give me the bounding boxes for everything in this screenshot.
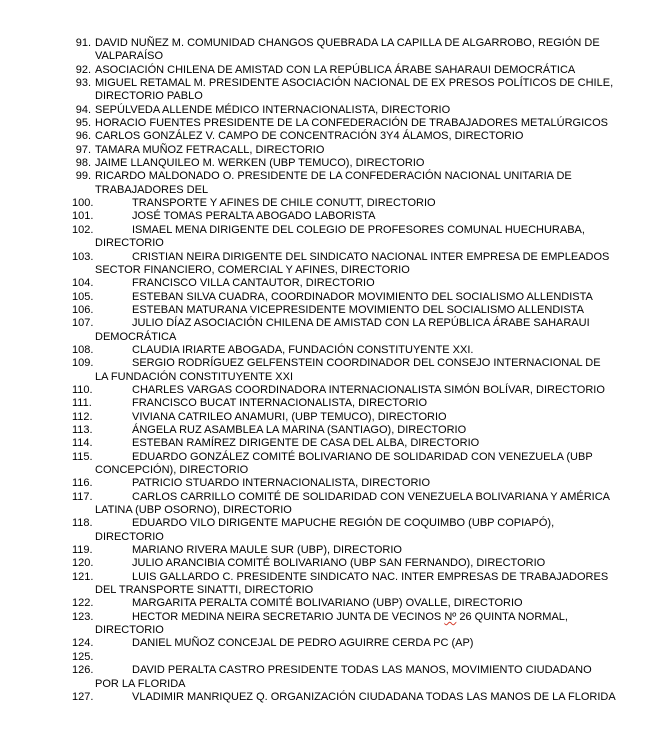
list-item (0, 411, 656, 424)
item-number: 109. (72, 357, 94, 370)
signatory-list (0, 37, 656, 704)
item-text-before: HECTOR MEDINA NEIRA SECRETARIO JUNTA DE VECINOS (132, 610, 445, 623)
item-text: HORACIO FUENTES PRESIDENTE DE LA CONFEDERACIÓN DE TRABAJADORES METALÚRGICOS (95, 117, 609, 130)
item-number: 102. (72, 223, 94, 236)
list-item (0, 517, 656, 544)
list-item (0, 224, 656, 251)
item-text: EDUARDO GONZÁLEZ COMITÉ BOLIVARIANO DE SOLIDARIDAD CON VENEZUELA (UBP CONCEPCIÓN), DIRECTORIO (95, 450, 593, 476)
item-text: ASOCIACIÓN CHILENA DE AMISTAD CON LA REPÚBLICA ÁRABE SAHARAUI DEMOCRÁTICA (95, 63, 576, 76)
item-number: 113. (72, 423, 93, 436)
list-item (0, 130, 656, 143)
item-number: 94. (75, 103, 91, 116)
item-text: DAVID PERALTA CASTRO PRESIDENTE TODAS LAS MANOS, MOVIMIENTO CIUDADANO POR LA FLORIDA (95, 664, 592, 690)
list-item (0, 197, 656, 210)
item-text: JULIO DÍAZ ASOCIACIÓN CHILENA DE AMISTAD CON LA REPÚBLICA ÁRABE SAHARAUI DEMOCRÁTICA (95, 317, 590, 343)
item-number: 127. (72, 690, 94, 703)
item-number: 98. (75, 157, 91, 170)
item-text: VLADIMIR MANRIQUEZ Q. ORGANIZACIÓN CIUDADANA TODAS LAS MANOS DE LA FLORIDA (132, 690, 616, 703)
item-text: ÁNGELA RUZ ASAMBLEA LA MARINA (SANTIAGO), DIRECTORIO (132, 423, 467, 436)
item-number: 108. (72, 343, 94, 356)
item-text: TRANSPORTE Y AFINES DE CHILE CONUTT, DIRECTORIO (132, 197, 436, 210)
item-number: 112. (72, 410, 93, 423)
item-text: MARIANO RIVERA MAULE SUR (UBP), DIRECTORIO (132, 544, 402, 557)
list-item (0, 611, 656, 638)
list-item (0, 304, 656, 317)
list-item (0, 397, 656, 410)
list-item (0, 437, 656, 450)
item-text: VIVIANA CATRILEO ANAMURI, (UBP TEMUCO), DIRECTORIO (132, 410, 447, 423)
list-item (0, 251, 656, 278)
item-number: 105. (72, 290, 94, 303)
item-text: RICARDO MALDONADO O. PRESIDENTE DE LA CONFEDERACIÓN NACIONAL UNITARIA DE TRABAJADORES DEL (95, 170, 572, 196)
item-number: 92. (75, 63, 91, 76)
item-number: 96. (75, 130, 91, 143)
list-item (0, 291, 656, 304)
item-number: 125. (72, 650, 94, 663)
item-number: 126. (72, 664, 94, 677)
list-item (0, 451, 656, 478)
item-number: 104. (72, 277, 94, 290)
item-number: 97. (75, 143, 91, 156)
item-number: 122. (72, 597, 94, 610)
item-text: SEPÚLVEDA ALLENDE MÉDICO INTERNACIONALISTA, DIRECTORIO (95, 103, 451, 116)
item-number: 121. (72, 570, 94, 583)
item-text: CHARLES VARGAS COORDINADORA INTERNACIONALISTA SIMÓN BOLÍVAR, DIRECTORIO (132, 383, 605, 396)
item-text: ESTEBAN SILVA CUADRA, COORDINADOR MOVIMIENTO DEL SOCIALISMO ALLENDISTA (132, 290, 593, 303)
item-text: CARLOS CARRILLO COMITÉ DE SOLIDARIDAD CON VENEZUELA BOLIVARIANA Y AMÉRICA LATINA (UBP OSORNO), DIRECTORIO (95, 490, 610, 517)
item-number: 118. (72, 517, 93, 530)
item-text: JULIO ARANCIBIA COMITÉ BOLIVARIANO (UBP SAN FERNANDO), DIRECTORIO (132, 557, 546, 570)
item-text: MARGARITA PERALTA COMITÉ BOLIVARIANO (UBP) OVALLE, DIRECTORIO (132, 597, 523, 610)
list-item (0, 651, 656, 664)
item-text: PATRICIO STUARDO INTERNACIONALISTA, DIRECTORIO (132, 477, 431, 490)
list-item (0, 491, 656, 518)
item-number: 110. (72, 383, 93, 396)
list-item (0, 117, 656, 130)
list-item (0, 637, 656, 650)
item-text: MIGUEL RETAMAL M. PRESIDENTE ASOCIACIÓN NACIONAL DE EX PRESOS POLÍTICOS DE CHILE, DIRECTORIO PABLO (95, 77, 614, 103)
list-item (0, 557, 656, 570)
item-number: 93. (75, 77, 91, 90)
item-number: 101. (72, 210, 94, 223)
item-number: 124. (72, 637, 94, 650)
item-text: ISMAEL MENA DIRIGENTE DEL COLEGIO DE PROFESORES COMUNAL HUECHURABA, DIRECTORIO (95, 223, 585, 250)
item-text: TAMARA MUÑOZ FETRACALL, DIRECTORIO (95, 143, 325, 156)
list-item (0, 477, 656, 490)
item-text: JOSÉ TOMAS PERALTA ABOGADO LABORISTA (132, 210, 376, 223)
list-item (0, 597, 656, 610)
list-item (0, 571, 656, 598)
list-item (0, 344, 656, 357)
item-text: DANIEL MUÑOZ CONCEJAL DE PEDRO AGUIRRE CERDA PC (AP) (132, 637, 474, 650)
item-number: 100. (72, 197, 94, 210)
item-text: FRANCISCO BUCAT INTERNACIONALISTA, DIRECTORIO (132, 397, 427, 410)
list-item (0, 424, 656, 437)
item-number: 114. (72, 437, 93, 450)
list-item (0, 384, 656, 397)
item-number: 95. (75, 117, 91, 130)
list-item (0, 664, 656, 691)
item-number: 117. (72, 490, 93, 503)
list-item (0, 37, 656, 64)
list-item (0, 104, 656, 117)
item-number: 106. (72, 303, 94, 316)
item-number: 91. (75, 37, 91, 49)
list-item (0, 170, 656, 197)
list-item (0, 277, 656, 290)
item-text: SERGIO RODRÍGUEZ GELFENSTEIN COORDINADOR DEL CONSEJO INTERNACIONAL DE LA FUNDACIÓN CONSTITUYENTE XXI (95, 357, 601, 383)
item-number: 111. (72, 397, 92, 410)
list-item (0, 144, 656, 157)
list-item (0, 691, 656, 704)
list-item (0, 77, 656, 104)
item-text: LUIS GALLARDO C. PRESIDENTE SINDICATO NAC. INTER EMPRESAS DE TRABAJADORES DEL TRANSPORTE SINATTI, DIRECTORIO (95, 570, 609, 597)
list-item (0, 317, 656, 344)
item-text: ESTEBAN MATURANA VICEPRESIDENTE MOVIMIENTO DEL SOCIALISMO ALLENDISTA (132, 303, 584, 316)
spellcheck-marked-text: Nº (444, 610, 457, 623)
list-item (0, 544, 656, 557)
item-text (95, 651, 616, 664)
item-text: FRANCISCO VILLA CANTAUTOR, DIRECTORIO (132, 277, 375, 290)
item-number: 103. (72, 250, 94, 263)
item-text: DAVID NUÑEZ M. COMUNIDAD CHANGOS QUEBRADA LA CAPILLA DE ALGARROBO, REGIÓN DE VALPARAÍSO (95, 37, 600, 63)
item-number: 120. (72, 557, 94, 570)
item-text-after: 26 QUINTA NORMAL, DIRECTORIO (95, 610, 568, 637)
list-item (0, 210, 656, 223)
item-number: 99. (75, 170, 91, 183)
item-text: CRISTIAN NEIRA DIRIGENTE DEL SINDICATO NACIONAL INTER EMPRESA DE EMPLEADOS SECTOR FINANCIERO, COMERCIAL Y AFINES, DIRECTORIO (95, 250, 610, 276)
item-number: 119. (72, 544, 93, 557)
item-number: 123. (72, 610, 94, 623)
item-text (95, 611, 616, 638)
item-text: EDUARDO VILO DIRIGENTE MAPUCHE REGIÓN DE COQUIMBO (UBP COPIAPÓ), DIRECTORIO (95, 517, 555, 543)
item-number: 107. (72, 317, 94, 330)
item-text: ESTEBAN RAMÍREZ DIRIGENTE DE CASA DEL ALBA, DIRECTORIO (132, 437, 480, 450)
item-text: JAIME LLANQUILEO M. WERKEN (UBP TEMUCO), DIRECTORIO (95, 157, 425, 170)
item-number: 116. (72, 477, 93, 490)
list-item (0, 357, 656, 384)
list-item (0, 64, 656, 77)
item-number: 115. (72, 450, 93, 463)
item-text: CLAUDIA IRIARTE ABOGADA, FUNDACIÓN CONSTITUYENTE XXI. (132, 343, 474, 356)
list-item (0, 157, 656, 170)
item-text: CARLOS GONZÁLEZ V. CAMPO DE CONCENTRACIÓN 3Y4 ÁLAMOS, DIRECTORIO (95, 130, 524, 143)
